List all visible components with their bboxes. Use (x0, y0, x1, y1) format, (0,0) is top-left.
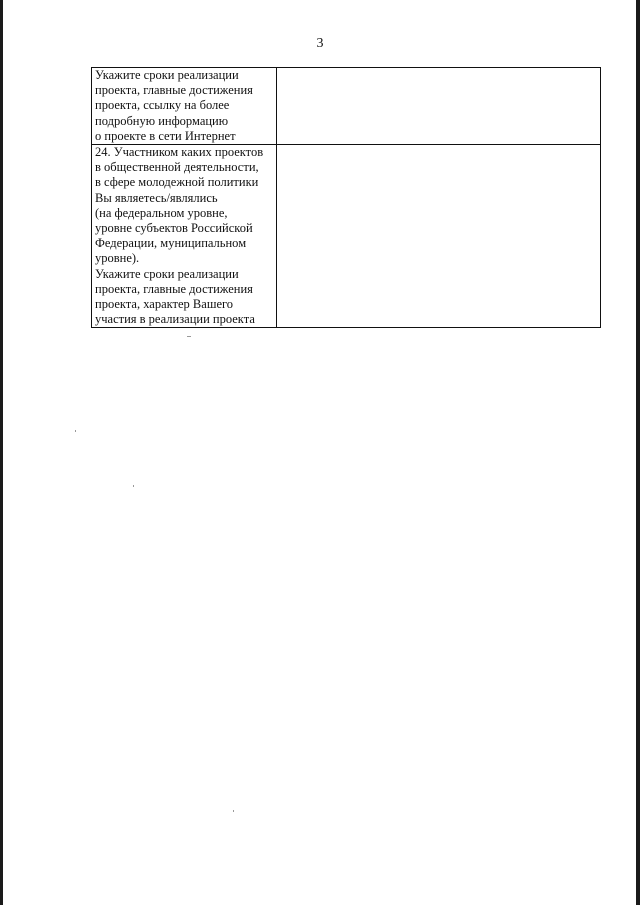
scan-speck (75, 430, 76, 432)
question-line: подробную информацию (95, 113, 229, 128)
questionnaire-table (91, 67, 601, 328)
question-line: проекта, ссылку на более (95, 98, 230, 113)
answer-cell[interactable] (277, 145, 601, 328)
scan-edge-left (0, 0, 3, 905)
question-cell (92, 68, 277, 145)
scan-speck (133, 485, 134, 487)
question-line: Федерации, муниципальном (95, 236, 247, 251)
question-line: в сфере молодежной политики (95, 175, 259, 190)
question-line: Вы являетесь/являлись (95, 190, 218, 205)
scan-speck (233, 810, 234, 812)
question-line: уровне субъектов Российской (95, 221, 253, 236)
scan-edge-right (636, 0, 640, 905)
page-number: 3 (316, 36, 324, 51)
question-line: участия в реализации проекта (95, 312, 255, 327)
table-row (92, 145, 601, 328)
question-line: Укажите сроки реализации (95, 68, 239, 82)
question-line: (на федеральном уровне, (95, 205, 228, 220)
question-line: Укажите сроки реализации (95, 266, 239, 281)
question-line: в общественной деятельности, (95, 160, 259, 175)
answer-cell[interactable] (277, 68, 601, 145)
question-line: 24. Участником каких проектов (95, 145, 264, 160)
table-row (92, 68, 601, 145)
question-line: уровне). (95, 251, 140, 266)
question-line: проекта, главные достижения (95, 83, 253, 98)
scan-speck (187, 336, 191, 337)
question-line: проекта, главные достижения (95, 281, 253, 296)
question-line: о проекте в сети Интернет (95, 128, 236, 143)
question-line: проекта, характер Вашего (95, 297, 234, 312)
question-cell (92, 145, 277, 328)
